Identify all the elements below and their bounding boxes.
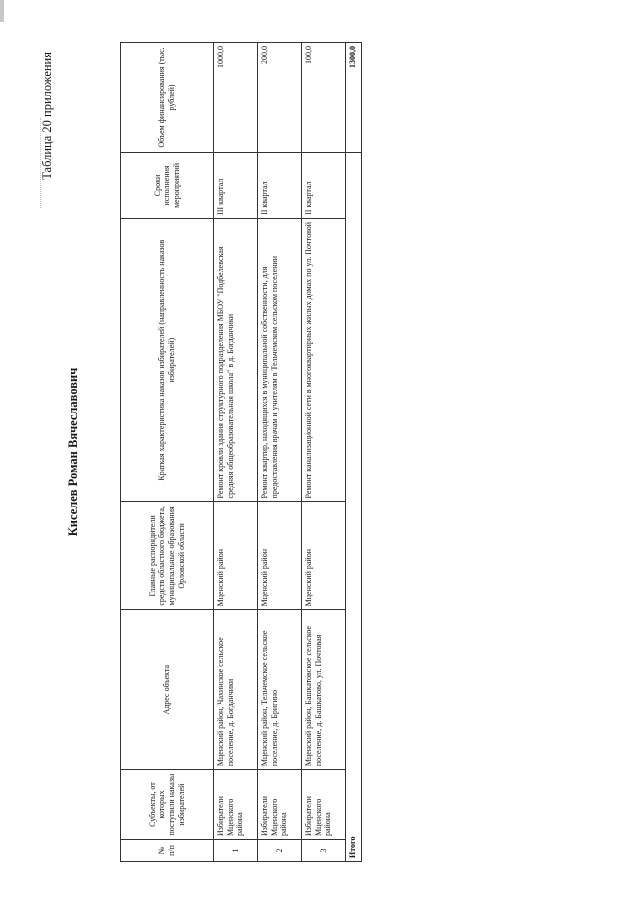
row-term: III квартал — [214, 152, 258, 218]
header-address: Адрес объекта — [121, 610, 214, 770]
table-header-row — [121, 43, 214, 862]
row-amount: 200,0 — [258, 43, 302, 153]
row-amount: 1000,0 — [214, 43, 258, 153]
row-address: Мценский район, Башкатовское сельское поселение, д. Башкатово, ул. Почтовая — [302, 610, 346, 770]
row-subject: Избиратели Мценского района — [258, 770, 302, 840]
total-amount: 1300,0 — [346, 43, 362, 153]
row-address: Мценский район, Тельчемское сельское поселение, д. Бригино — [258, 610, 302, 770]
row-distributor: Мценский район — [258, 502, 302, 610]
rotated-page — [40, 22, 600, 882]
appendix-label: Таблица 20 приложения — [40, 52, 54, 180]
header-term: Сроки исполнения мероприятий — [121, 152, 214, 218]
orders-table — [120, 42, 362, 862]
row-term: II квартал — [302, 152, 346, 218]
row-subject: Избиратели Мценского района — [214, 770, 258, 840]
row-address: Мценский район, Чахинское сельское поселение, д. Богданчики — [214, 610, 258, 770]
table-row — [214, 43, 258, 862]
row-term: II квартал — [258, 152, 302, 218]
person-name-heading: Киселев Роман Вячеславович — [66, 367, 80, 537]
row-distributor: Мценский район — [214, 502, 258, 610]
scan-edge-mark — [0, 0, 4, 22]
total-row — [346, 43, 362, 862]
header-amount: Объем финансирования (тыс. рублей) — [121, 43, 214, 153]
row-number: 3 — [302, 840, 346, 862]
header-distributor: Главные распорядители средств областного бюджета, муниципальные образования Орловской области — [121, 502, 214, 610]
row-number: 2 — [258, 840, 302, 862]
header-description: Краткая характеристика наказов избирателей (направленность наказов избирателей) — [121, 218, 214, 502]
table-row — [302, 43, 346, 862]
row-description: Ремонт квартир, находящихся в муниципальной собственности, для предоставления врачам и учителям в Тельчемском сельском поселении — [258, 218, 302, 502]
row-description: Ремонт кровли здания структурного подразделения МБОУ "Подбелевская средняя общеобразовательная школа" в д. Богданчики — [214, 218, 258, 502]
header-subject: Субъекты, от которых поступили наказы избирателей — [121, 770, 214, 840]
row-number: 1 — [214, 840, 258, 862]
row-distributor: Мценский район — [302, 502, 346, 610]
header-number: № п/п — [121, 840, 214, 862]
table-row — [258, 43, 302, 862]
row-description: Ремонт канализационной сети в многоквартирных жилых домах по ул. Почтовой — [302, 218, 346, 502]
row-subject: Избиратели Мценского района — [302, 770, 346, 840]
row-amount: 100,0 — [302, 43, 346, 153]
total-label: Итого — [346, 152, 362, 861]
